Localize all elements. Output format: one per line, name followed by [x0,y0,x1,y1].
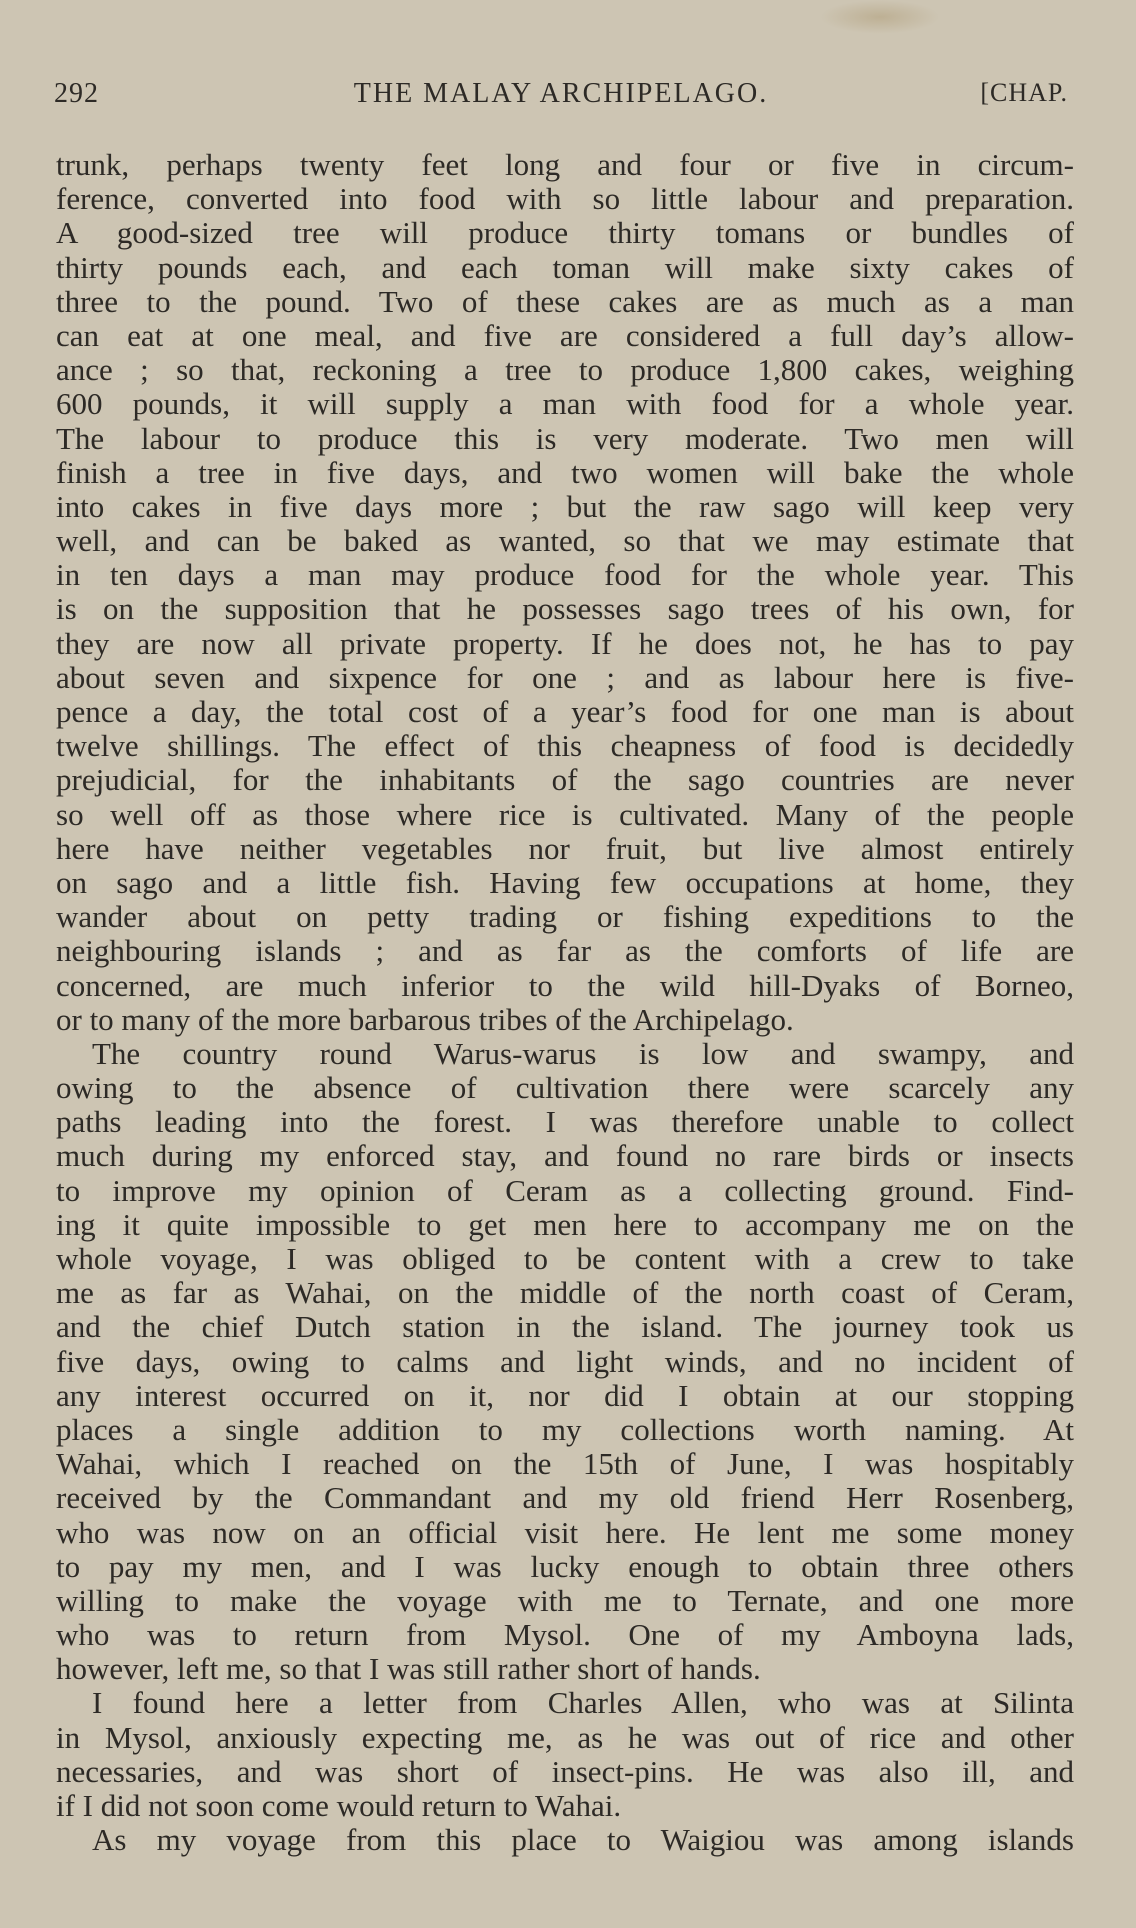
text-line: owing to the absence of cultivation there were scarcely any [56,1070,1074,1106]
body-text [56,148,1074,1857]
paragraph-end-line: or to many of the more barbarous tribes of the Archipelago. [56,1001,794,1037]
text-line: whole voyage, I was obliged to be content with a crew to take [56,1241,1074,1276]
text-line: into cakes in five days more ; but the raw sago will keep very [56,488,1074,524]
text-line: who was now on an official visit here. He lent me some money [56,1514,1074,1550]
text-line: willing to make the voyage with me to Ternate, and one more [56,1582,1074,1618]
text-line: me as far as Wahai, on the middle of the north coast of Ceram, [56,1275,1074,1311]
chapter-mark: [CHAP. [980,78,1068,107]
text-line: prejudicial, for the inhabitants of the sago countries are never [56,762,1074,798]
text-line: ference, converted into food with so little labour and preparation. [56,181,1074,217]
text-line: well, and can be baked as wanted, so that we may estimate that [56,523,1074,559]
text-line: necessaries, and was short of insect-pins. He was also ill, and [56,1753,1074,1789]
paragraph-end-line: if I did not soon come would return to Wahai. [56,1788,622,1823]
text-line: to pay my men, and I was lucky enough to obtain three others [56,1548,1074,1584]
text-line: pence a day, the total cost of a year’s food for one man is about [56,694,1074,729]
text-line: here have neither vegetables nor fruit, but live almost entirely [56,830,1074,866]
text-line: 600 pounds, it will supply a man with food for a whole year. [56,386,1074,422]
text-line: to improve my opinion of Ceram as a collecting ground. Find- [56,1172,1074,1208]
text-line: A good-sized tree will produce thirty tomans or bundles of [56,215,1074,251]
text-line: ing it quite impossible to get men here to accompany me on the [56,1206,1074,1242]
page-header [54,78,1068,118]
text-line: thirty pounds each, and each toman will make sixty cakes of [56,249,1074,285]
text-line: Wahai, which I reached on the 15th of June, I was hospitably [56,1446,1074,1482]
text-line: can eat at one meal, and five are considered a full day’s allow- [56,317,1074,353]
page-number: 292 [54,78,99,109]
text-line: three to the pound. Two of these cakes are as much as a man [56,283,1074,319]
text-line: they are now all private property. If he does not, he has to pay [56,625,1074,661]
text-line: in ten days a man may produce food for the whole year. This [56,557,1074,593]
text-line: trunk, perhaps twenty feet long and four or five in circum- [56,147,1074,182]
text-line: is on the supposition that he possesses sago trees of his own, for [56,591,1074,627]
text-line: about seven and sixpence for one ; and as labour here is five- [56,659,1074,695]
paragraph-start-line: As my voyage from this place to Waigiou was among islands [92,1822,1074,1858]
text-line: in Mysol, anxiously expecting me, as he was out of rice and other [56,1719,1074,1755]
text-line: who was to return from Mysol. One of my Amboyna lads, [56,1617,1074,1653]
text-line: much during my enforced stay, and found no rare birds or insects [56,1138,1074,1174]
text-line: received by the Commandant and my old friend Herr Rosenberg, [56,1480,1074,1516]
text-line: wander about on petty trading or fishing expeditions to the [56,899,1074,935]
paper-stain [820,0,940,34]
text-line: and the chief Dutch station in the island. The journey took us [56,1309,1074,1345]
text-line: five days, owing to calms and light winds, and no incident of [56,1343,1074,1379]
text-line: paths leading into the forest. I was therefore unable to collect [56,1104,1074,1140]
text-line: finish a tree in five days, and two women will bake the whole [56,454,1074,490]
running-title: THE MALAY ARCHIPELAGO. [353,78,769,109]
text-line: places a single addition to my collections worth naming. At [56,1411,1074,1447]
text-line: The labour to produce this is very moderate. Two men will [56,420,1074,456]
text-line: neighbouring islands ; and as far as the comforts of life are [56,933,1074,969]
text-line: twelve shillings. The effect of this cheapness of food is decidedly [56,728,1074,764]
paragraph-start-line: I found here a letter from Charles Allen, who was at Silinta [92,1685,1074,1721]
paragraph-start-line: The country round Warus-warus is low and swampy, and [92,1035,1074,1071]
text-line: concerned, are much inferior to the wild hill-Dyaks of Borneo, [56,967,1074,1003]
text-line: ance ; so that, reckoning a tree to produce 1,800 cakes, weighing [56,352,1074,388]
text-line: on sago and a little fish. Having few occupations at home, they [56,864,1074,900]
paragraph-end-line: however, left me, so that I was still rather short of hands. [56,1651,761,1687]
text-line: any interest occurred on it, nor did I obtain at our stopping [56,1377,1074,1413]
text-line: so well off as those where rice is cultivated. Many of the people [56,796,1074,832]
